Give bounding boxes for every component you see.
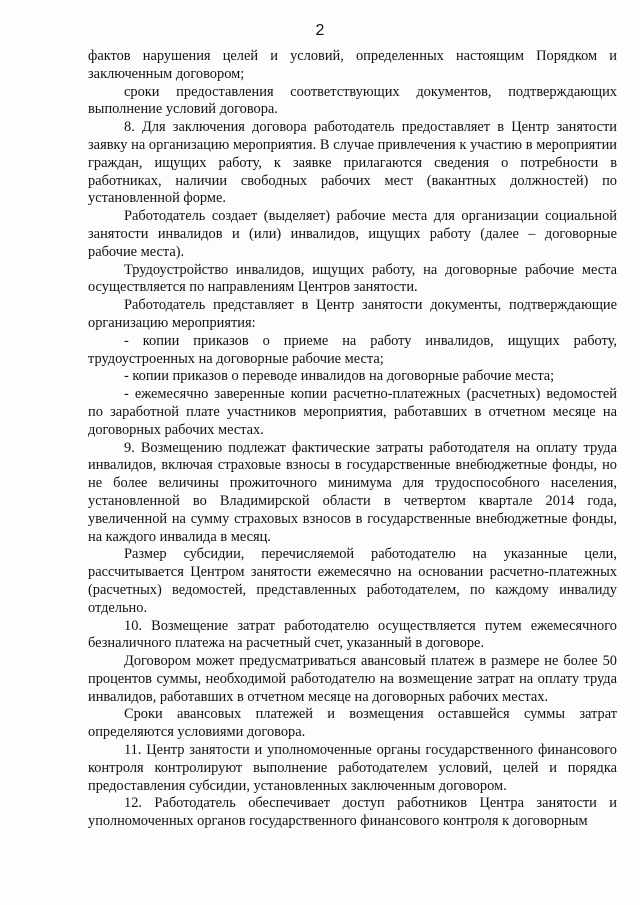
paragraph: Работодатель создает (выделяет) рабочие места для организации социальной занятости инвалидов и (или) инвалидов, ищущих работу (далее – договорные рабочие места).: [88, 208, 617, 260]
paragraph: фактов нарушения целей и условий, определенных настоящим Порядком и заключенным договором;: [88, 48, 617, 82]
list-item: - копии приказов о приеме на работу инвалидов, ищущих работу, трудоустроенных на договорные рабочие места;: [88, 332, 617, 367]
list-item: - ежемесячно заверенные копии расчетно-платежных (расчетных) ведомостей по заработной плате участников мероприятия, работавших в отчетном месяце на договорных рабочих местах.: [88, 386, 617, 438]
paragraph: 8. Для заключения договора работодатель предоставляет в Центр занятости заявку на организацию мероприятия. В случае привлечения к участию в мероприятии граждан, ищущих работу, к заявке прилагаются сведения о потребности в работниках, наличии свободных рабочих мест (вакантных должностей) по установленной форме.: [88, 119, 617, 207]
paragraph: Трудоустройство инвалидов, ищущих работу, на договорные рабочие места осуществляется по направлениям Центров занятости.: [88, 261, 617, 296]
paragraph: 9. Возмещению подлежат фактические затраты работодателя на оплату труда инвалидов, включая страховые взносы в государственные внебюджетные фонды, но не более величины прожиточного минимума для трудоспособного населения, установленной во Владимирской области в четвертом квартале 2014 года, увеличенной на сумму страховых взносов в государственные внебюджетные фонды, на каждого инвалида в месяц.: [88, 439, 617, 545]
paragraph: Договором может предусматриваться авансовый платеж в размере не более 50 процентов суммы, необходимой работодателю на возмещение затрат на оплату труда инвалидов, работавших в отчетном месяце на договорных рабочих местах.: [88, 653, 617, 705]
paragraph: Работодатель представляет в Центр занятости документы, подтверждающие организацию мероприятия:: [88, 297, 617, 331]
paragraph: 10. Возмещение затрат работодателю осуществляется путем ежемесячного безналичного платежа на расчетный счет, указанный в договоре.: [88, 617, 617, 652]
paragraph: сроки предоставления соответствующих документов, подтверждающих выполнение условий договора.: [88, 83, 617, 118]
paragraph: Сроки авансовых платежей и возмещения оставшейся суммы затрат определяются условиями договора.: [88, 706, 617, 741]
paragraph: 11. Центр занятости и уполномоченные органы государственного финансового контроля контролируют выполнение работодателем условий, целей и порядка предоставления субсидии, установленных заключенным договором.: [88, 742, 617, 794]
document-body: [88, 48, 617, 831]
list-item: - копии приказов о переводе инвалидов на договорные рабочие места;: [124, 368, 555, 385]
paragraph: 12. Работодатель обеспечивает доступ работников Центра занятости и уполномоченных органов государственного финансового контроля к договорным: [88, 795, 617, 830]
page-number: 2: [315, 22, 325, 39]
paragraph: Размер субсидии, перечисляемой работодателю на указанные цели, рассчитывается Центром занятости ежемесячно на основании расчетно-платежных (расчетных) ведомостей, представленных работодателем, по каждому инвалиду отдельно.: [88, 546, 617, 616]
